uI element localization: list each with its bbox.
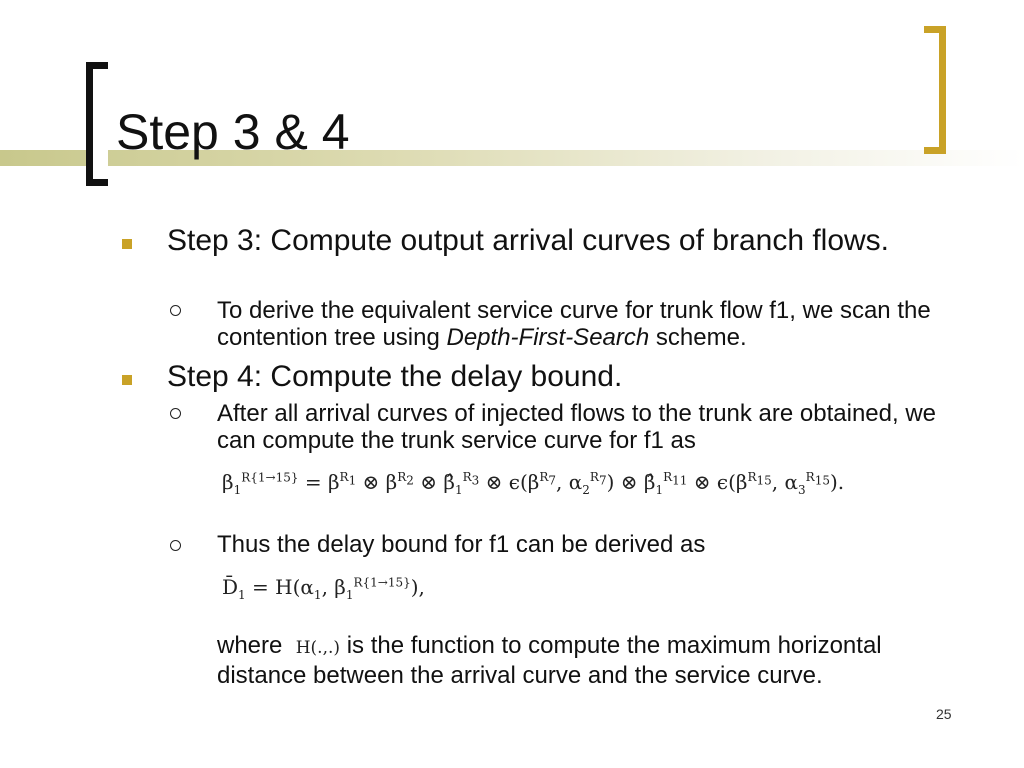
bullet-square-icon xyxy=(122,375,132,385)
sub-bullet-circle-icon xyxy=(170,305,181,316)
left-bracket-decoration xyxy=(86,62,108,186)
sub-bullet-delay-bound: Thus the delay bound for f1 can be derived as xyxy=(217,531,706,558)
sub-bullet-dfs xyxy=(217,297,977,351)
sub-bullet-dfs-text: To derive the equivalent service curve for trunk flow f1, we scan the contention tree using xyxy=(217,297,931,351)
bullet-step-4: Step 4: Compute the delay bound. xyxy=(167,360,623,393)
page-number: 25 xyxy=(936,706,952,722)
sub-bullet-circle-icon xyxy=(170,540,181,551)
right-bracket-decoration xyxy=(924,26,946,154)
bullet-step-3: Step 3: Compute output arrival curves of branch flows. xyxy=(167,224,890,257)
closing-where: where xyxy=(217,632,283,659)
closing-rest: is the function to compute the maximum horizontal distance between the arrival curve and the service curve. xyxy=(217,632,882,689)
function-h-symbol: H(.,.) xyxy=(295,638,341,658)
closing-remark xyxy=(217,632,917,689)
sub-bullet-circle-icon xyxy=(170,408,181,419)
delay-bound-equation: $D̄_1 = H(\alpha_1$, $\beta_1^{R\{1\to 15\}}$), xyxy=(222,575,425,602)
slide-title: Step 3 & 4 xyxy=(116,104,350,160)
service-curve-equation: $\beta_1^{R\{1\to 15\}} = \beta^{R_1}$ ⊗ $\beta^{R_2}$ ⊗ $\betâ_1^{R_3}$ ⊗ $\epsilon(\beta^{R_7}$, $\alpha_2^{R_7}$) ⊗ $\betâ_1^{R_{11}}$ ⊗ $\epsilon(\beta^{R_{15}}$, $\alpha_3^{R_{15}}$). xyxy=(222,470,845,497)
sub-bullet-dfs-tail: scheme. xyxy=(649,324,747,351)
sub-bullet-arrival-curves: After all arrival curves of injected flows to the trunk are obtained, we can compute the trunk service curve for f1 as xyxy=(217,400,937,454)
dfs-emphasis: Depth-First-Search xyxy=(446,324,650,351)
bullet-square-icon xyxy=(122,239,132,249)
